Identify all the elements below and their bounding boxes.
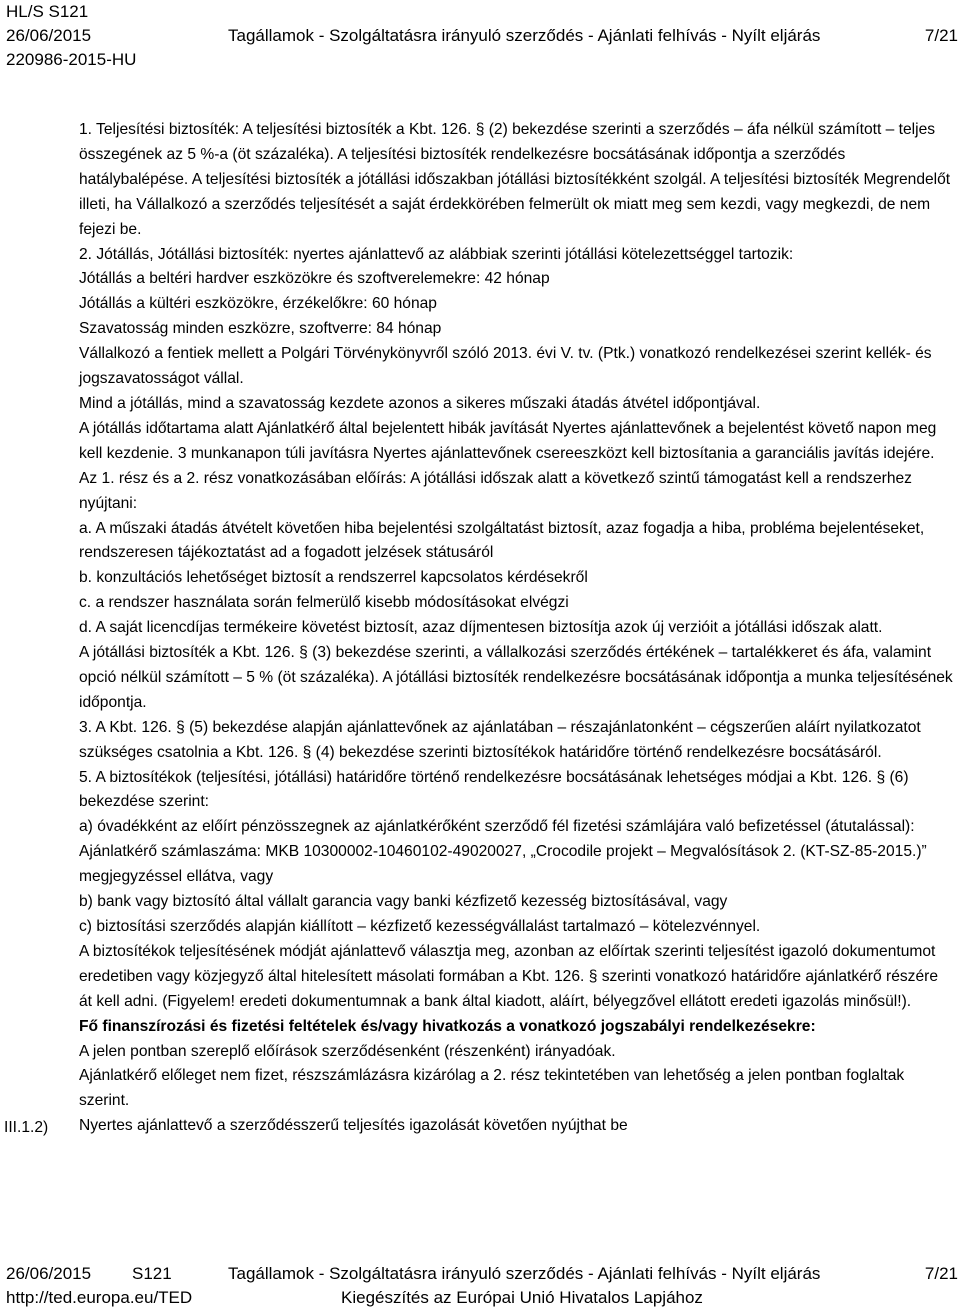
paragraph: Jótállás a beltéri hardver eszközökre és szoftverelemekre: 42 hónap [79, 270, 550, 288]
paragraph: 5. A biztosítékok (teljesítési, jótállási) határidőre történő rendelkezésre bocsátásának lehetséges módjai a Kbt. 126. § (6) bekezdése szerint: [79, 768, 909, 811]
paragraph: Jótállás a kültéri eszközökre, érzékelőkre: 60 hónap [79, 295, 437, 313]
header-row-1 [6, 0, 958, 24]
footer-row-2 [6, 1286, 958, 1310]
paragraph: 1. Teljesítési biztosíték: A teljesítési biztosíték a Kbt. 126. § (2) bekezdése szerinti a szerződés – áfa nélkül számított – teljes összegének az 5 %-a (öt százaléka). A teljesítési biztosíték rendelkezésre bocsátásának időpontja a szerződés hatálybalépése. A teljesítési biztosíték a jótállási időszakban jótállási biztosítékként szolgál. A teljesítési biztosíték Megrendelőt illeti, ha Vállalkozó a szerződés teljesítését a saját érdekkörében felmerült ok miatt meg sem kezdi, vagy megkezdi, de nem fejezi be. [79, 121, 951, 238]
footer-publisher: Kiegészítés az Európai Unió Hivatalos Lapjához [341, 1288, 703, 1307]
header-row-2 [6, 24, 958, 48]
header-page-number: 7/21 [924, 26, 958, 45]
paragraph: Az 1. rész és a 2. rész vonatkozásában előírás: A jótállási időszak alatt a következő szintű támogatást kell a rendszerhez nyújtani: [79, 469, 912, 512]
section-number: III.1.2) [4, 1119, 49, 1136]
page-header [6, 0, 958, 72]
doc-id: HL/S S121 [6, 2, 89, 21]
paragraph: a) óvadékként az előírt pénzösszegnek az ajánlatkérőként szerződő fél fizetési számlájára való befizetéssel (átutalással): Ajánlatkérő számlaszáma: MKB 10300002-10460102-49020027, „Crocodile projekt – Megvalósítások 2. (KT-SZ-85-2015.)” megjegyzéssel ellátva, vagy [79, 818, 927, 886]
paragraph: c. a rendszer használata során felmerülő kisebb módosításokat elvégzi [79, 594, 569, 612]
paragraph: c) biztosítási szerződés alapján kiállított – kézfizető kezességvállalást tartalmazó – kötelezvénnyel. [79, 918, 761, 935]
footer-row-1 [6, 1262, 958, 1286]
paragraph: Szavatosság minden eszközre, szoftverre: 84 hónap [79, 320, 442, 338]
paragraph: Vállalkozó a fentiek mellett a Polgári Törvénykönyvről szóló 2013. évi V. tv. (Ptk.) vonatkozó rendelkezései szerint kellék- és jogszavatosságot vállal. [79, 345, 932, 388]
document-body [79, 118, 955, 1139]
section-paragraph: Nyertes ajánlattevő a szerződésszerű teljesítés igazolását követően nyújthat be [79, 1117, 628, 1135]
section-paragraph: A jelen pontban szereplő előírások szerződésenként (részenként) irányadóak. [79, 1042, 616, 1060]
paragraph: 2. Jótállás, Jótállási biztosíték: nyertes ajánlattevő az alábbiak szerinti jótállási kötelezettséggel tartozik: [79, 245, 794, 263]
header-reference: 220986-2015-HU [6, 50, 137, 69]
page-footer [6, 1262, 958, 1310]
footer-series: S121 [132, 1264, 172, 1283]
paragraph: Mind a jótállás, mind a szavatosság kezdete azonos a sikeres műszaki átadás átvétel időpontjával. [79, 394, 761, 412]
paragraph: a. A műszaki átadás átvételt követően hiba bejelentési szolgáltatást biztosít, azaz fogadja a hiba, probléma bejelentéseket, rendszeresen tájékoztatást ad a fogadott jelzések státusáról [79, 519, 925, 562]
paragraph: b) bank vagy biztosító által vállalt garancia vagy banki kézfizető kezesség biztosításával, vagy [79, 893, 728, 911]
header-notice-type: Tagállamok - Szolgáltatásra irányuló szerződés - Ajánlati felhívás - Nyílt eljárás [228, 26, 821, 45]
footer-page-number: 7/21 [924, 1264, 958, 1283]
footer-url-link[interactable]: http://ted.europa.eu/TED [6, 1288, 193, 1307]
paragraph: 3. A Kbt. 126. § (5) bekezdése alapján ajánlattevőnek az ajánlatában – részajánlatonként – cégszerűen aláírt nyilatkozatot szükséges csatolnia a Kbt. 126. § (4) bekezdése szerinti biztosítékok határidőre történő rendelkezésre bocsátásáról. [79, 718, 921, 761]
section-paragraph: Ajánlatkérő előleget nem fizet, részszámlázásra kizárólag a 2. rész tekintetében van lehetőség a jelen pontban foglaltak szerint. [79, 1067, 905, 1110]
paragraph: A jótállás időtartama alatt Ajánlatkérő által bejelentett hibák javítását Nyertes ajánlattevőnek a bejelentést követő napon meg kell kezdenie. 3 munkanapon túli javításra Nyertes ajánlattevőnek csereeszközt kell biztosítania a garanciális javítás idejére. [79, 419, 937, 462]
paragraph: A biztosítékok teljesítésének módját ajánlattevő választja meg, azonban az előírtak szerinti teljesítést igazoló dokumentumot eredetiben vagy közjegyző által hitelesített másolati formában a Kbt. 126. § szerinti vonatkozó határidőre ajánlatkérő részére át kell adni. (Figyelem! eredeti dokumentumnak a bank által kiadott, aláírt, bélyegzővel ellátott eredeti igazolás minősül!). [79, 942, 939, 1010]
footer-notice-type: Tagállamok - Szolgáltatásra irányuló szerződés - Ajánlati felhívás - Nyílt eljárás [228, 1264, 821, 1283]
section-title: Fő finanszírozási és fizetési feltételek és/vagy hivatkozás a vonatkozó jogszabályi rendelkezésekre: [79, 1017, 816, 1035]
header-date: 26/06/2015 [6, 26, 92, 45]
paragraph: d. A saját licencdíjas termékeire követést biztosít, azaz díjmentesen biztosítja azok új verzióit a jótállási időszak alatt. [79, 619, 883, 637]
header-row-3 [6, 48, 958, 72]
paragraph: b. konzultációs lehetőséget biztosít a rendszerrel kapcsolatos kérdésekről [79, 569, 588, 587]
paragraph: A jótállási biztosíték a Kbt. 126. § (3) bekezdése szerinti, a vállalkozási szerződés értékének – tartalékkeret és áfa, valamint opció nélkül számított – 5 % (öt százaléka). A jótállási biztosíték rendelkezésre bocsátásának időpontja a munka teljesítésének időpontja. [79, 644, 953, 711]
footer-date: 26/06/2015 [6, 1264, 92, 1283]
